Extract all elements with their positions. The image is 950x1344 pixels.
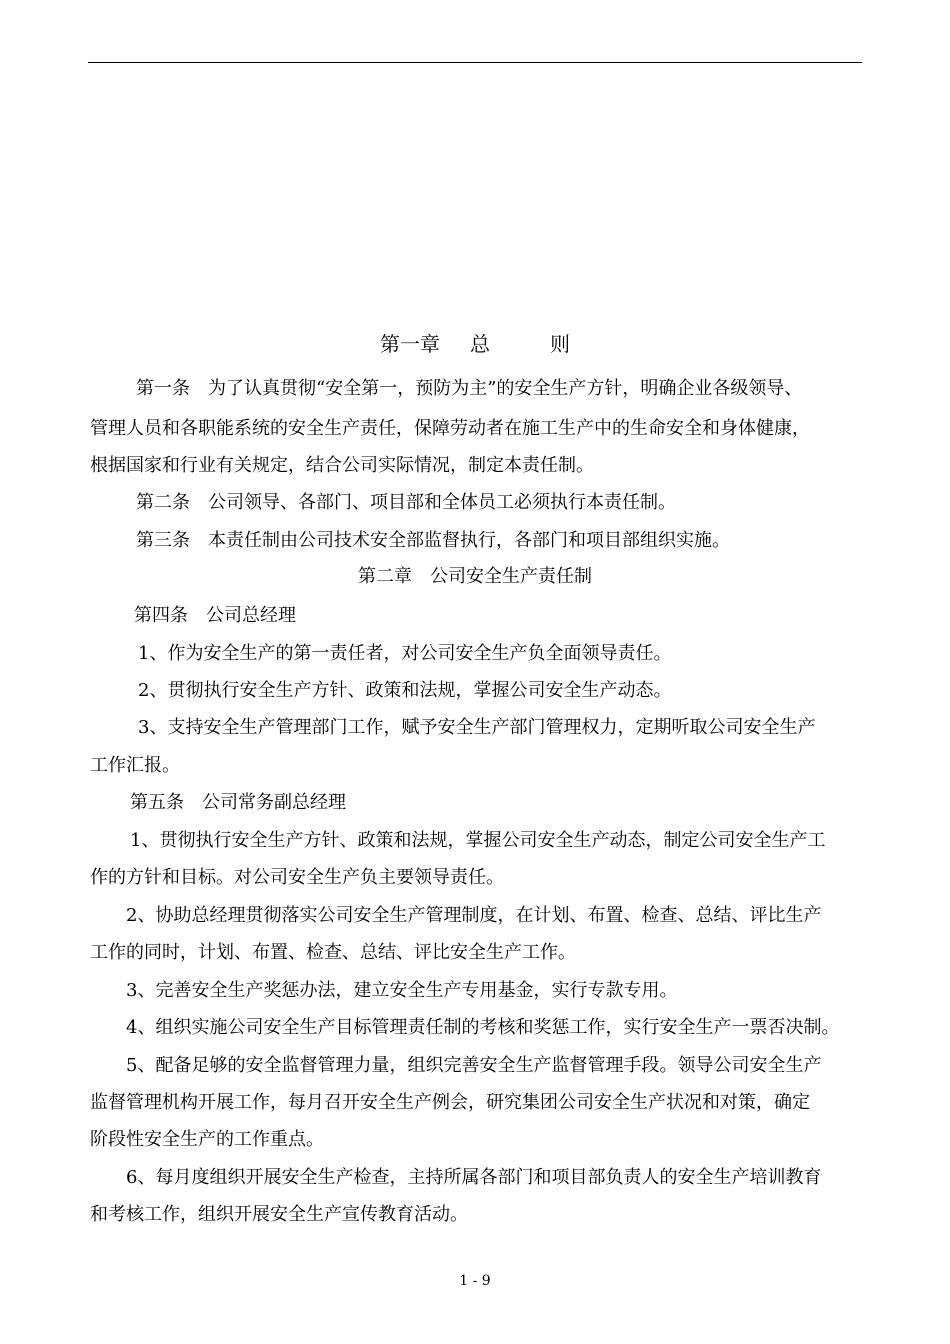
article-1-line-1: 第一条 为了认真贯彻“安全第一，预防为主”的安全生产方针，明确企业各级领导、	[136, 378, 803, 399]
article-4-item-1: 1、作为安全生产的第一责任者，对公司安全生产负全面领导责任。	[138, 643, 672, 664]
article-5-item-4: 4、组织实施公司安全生产目标管理责任制的考核和奖惩工作，实行安全生产一票否决制。	[126, 1017, 840, 1038]
chapter-2-title: 第二章 公司安全生产责任制	[358, 566, 592, 587]
article-5-item-5-line-2: 监督管理机构开展工作，每月召开安全生产例会，研究集团公司安全生产状况和对策，确定	[90, 1092, 810, 1113]
page-number: 1 - 9	[459, 1273, 491, 1289]
chapter-1-title-b: 总	[470, 332, 490, 356]
article-5-item-5-line-1: 5、配备足够的安全监督管理力量，组织完善安全生产监督管理手段。领导公司安全生产	[126, 1055, 822, 1076]
article-1-line-3: 根据国家和行业有关规定，结合公司实际情况，制定本责任制。	[90, 455, 594, 476]
article-5-item-6-line-2: 和考核工作，组织开展安全生产宣传教育活动。	[90, 1204, 468, 1225]
article-5-item-5-line-3: 阶段性安全生产的工作重点。	[90, 1129, 324, 1150]
article-5-item-2-line-2: 工作的同时，计划、布置、检查、总结、评比安全生产工作。	[90, 942, 576, 963]
article-1-line-2: 管理人员和各职能系统的安全生产责任，保障劳动者在施工生产中的生命安全和身体健康，	[90, 418, 810, 439]
article-3: 第三条 本责任制由公司技术安全部监督执行，各部门和项目部组织实施。	[136, 530, 730, 551]
chapter-1-title-c: 则	[550, 332, 570, 356]
article-4-item-3-line-1: 3、支持安全生产管理部门工作，赋予安全生产部门管理权力，定期听取公司安全生产	[138, 717, 816, 738]
article-5-item-2-line-1: 2、协助总经理贯彻落实公司安全生产管理制度，在计划、布置、检查、总结、评比生产	[126, 905, 822, 926]
article-5-item-6-line-1: 6、每月度组织开展安全生产检查，主持所属各部门和项目部负责人的安全生产培训教育	[126, 1167, 822, 1188]
article-5-item-1-line-1: 1、贯彻执行安全生产方针、政策和法规，掌握公司安全生产动态，制定公司安全生产工	[130, 830, 826, 851]
header-rule	[88, 62, 862, 63]
article-4-heading: 第四条 公司总经理	[134, 605, 296, 626]
chapter-1-title	[0, 332, 950, 356]
article-5-heading: 第五条 公司常务副总经理	[130, 792, 346, 813]
article-2: 第二条 公司领导、各部门、项目部和全体员工必须执行本责任制。	[136, 492, 676, 513]
article-4-item-3-line-2: 工作汇报。	[90, 755, 180, 776]
article-5-item-1-line-2: 作的方针和目标。对公司安全生产负主要领导责任。	[90, 867, 504, 888]
chapter-1-title-a: 第一章	[380, 332, 440, 356]
article-5-item-3: 3、完善安全生产奖惩办法，建立安全生产专用基金，实行专款专用。	[126, 980, 678, 1001]
article-4-item-2: 2、贯彻执行安全生产方针、政策和法规，掌握公司安全生产动态。	[138, 680, 672, 701]
